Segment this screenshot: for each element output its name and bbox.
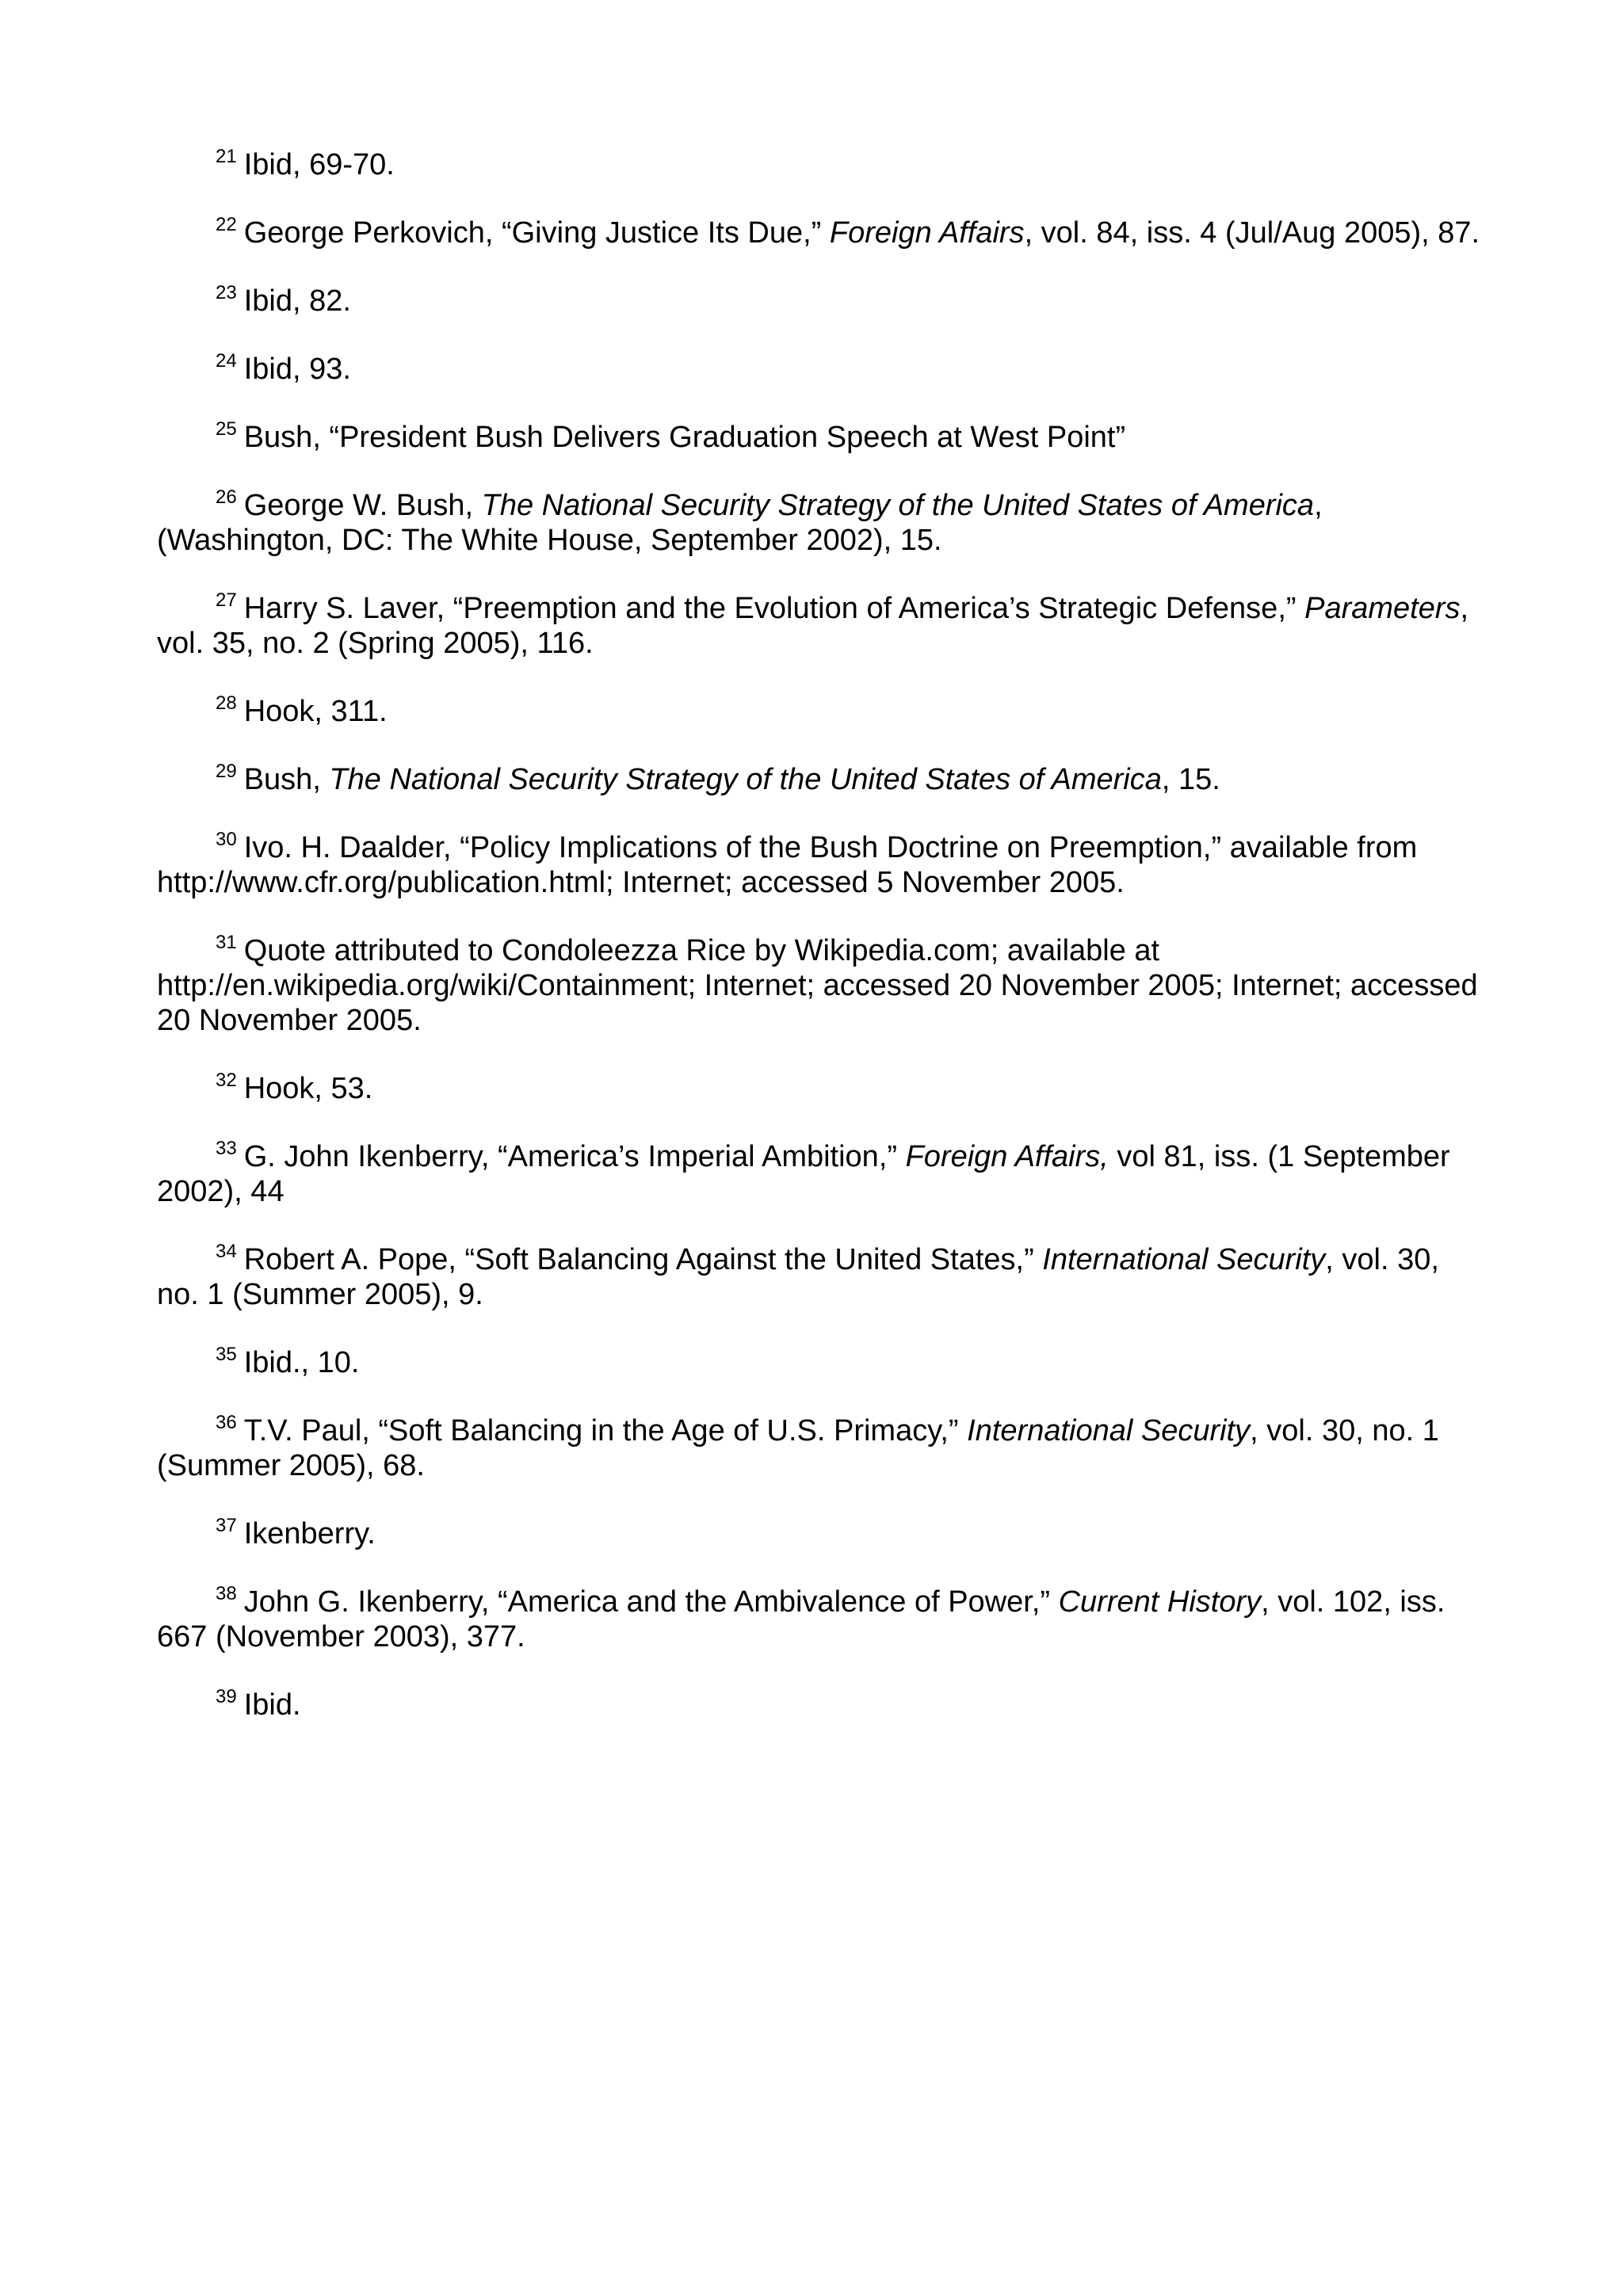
- footnote-text: T.V. Paul, “Soft Balancing in the Age of U.S. Primacy,”: [243, 1414, 968, 1447]
- footnote-number: 34: [216, 1241, 237, 1262]
- footnote-34: [157, 1242, 1482, 1312]
- footnote-number: 26: [216, 486, 237, 508]
- footnote-number: 36: [216, 1412, 237, 1433]
- footnote-text: Hook, 53.: [243, 1072, 373, 1105]
- footnote-26: [157, 488, 1482, 558]
- footnote-39: [157, 1688, 1482, 1722]
- footnote-text: Robert A. Pope, “Soft Balancing Against the United States,”: [243, 1243, 1043, 1276]
- footnote-title-italic: Foreign Affairs,: [905, 1140, 1109, 1173]
- footnote-number: 24: [216, 350, 237, 372]
- footnote-text: , vol. 35, no. 2 (Spring 2005), 116.: [157, 592, 1469, 660]
- footnote-text: , vol. 84, iss. 4 (Jul/Aug 2005), 87.: [1024, 216, 1480, 250]
- footnote-text: George W. Bush,: [243, 489, 482, 522]
- footnote-number: 38: [216, 1583, 237, 1604]
- footnote-number: 25: [216, 418, 237, 440]
- footnote-text: Harry S. Laver, “Preemption and the Evolution of America’s Strategic Defense,”: [243, 592, 1305, 625]
- footnote-text: , vol. 102, iss. 667 (November 2003), 377.: [157, 1585, 1445, 1653]
- footnote-29: [157, 762, 1482, 797]
- footnote-21: [157, 147, 1482, 182]
- footnote-22: [157, 215, 1482, 250]
- footnote-25: [157, 420, 1482, 455]
- footnote-number: 23: [216, 282, 237, 303]
- footnote-text: Ibid.: [243, 1688, 301, 1722]
- footnote-title-italic: International Security: [967, 1414, 1251, 1447]
- footnote-title-italic: Foreign Affairs: [829, 216, 1025, 250]
- footnote-text: Bush, “President Bush Delivers Graduation Speech at West Point”: [243, 421, 1126, 454]
- footnote-number: 32: [216, 1070, 237, 1091]
- footnote-title-italic: The National Security Strategy of the United States of America: [329, 763, 1162, 796]
- footnote-37: [157, 1516, 1482, 1551]
- footnote-30: [157, 830, 1482, 900]
- footnote-number: 39: [216, 1686, 237, 1707]
- footnote-title-italic: International Security: [1042, 1243, 1326, 1276]
- footnote-text: Ibid., 10.: [243, 1346, 360, 1379]
- footnote-list: [157, 147, 1482, 1756]
- footnote-number: 29: [216, 761, 237, 782]
- footnote-number: 28: [216, 692, 237, 714]
- footnote-text: , vol. 30, no. 1 (Summer 2005), 9.: [157, 1243, 1439, 1311]
- footnote-36: [157, 1413, 1482, 1483]
- footnote-31: [157, 933, 1482, 1038]
- footnote-35: [157, 1345, 1482, 1380]
- footnote-number: 31: [216, 932, 237, 953]
- footnote-text: Ikenberry.: [243, 1517, 376, 1550]
- footnote-number: 37: [216, 1515, 237, 1536]
- footnote-title-italic: The National Security Strategy of the United States of America: [481, 489, 1315, 522]
- footnote-number: 21: [216, 146, 237, 167]
- footnote-text: Ivo. H. Daalder, “Policy Implications of the Bush Doctrine on Preemption,” available from http://www.cfr.org/publication.html; Internet; accessed 5 November 2005.: [157, 831, 1418, 899]
- footnote-number: 33: [216, 1138, 237, 1159]
- footnote-text: Ibid, 82.: [243, 284, 351, 318]
- footnote-number: 35: [216, 1344, 237, 1365]
- footnote-text: vol 81, iss. (1 September 2002), 44: [157, 1140, 1450, 1208]
- footnote-text: Bush,: [243, 763, 330, 796]
- footnote-number: 22: [216, 214, 237, 235]
- footnote-32: [157, 1071, 1482, 1106]
- footnote-title-italic: Parameters: [1304, 592, 1461, 625]
- footnote-title-italic: Current History: [1058, 1585, 1262, 1619]
- footnote-text: Ibid, 69-70.: [243, 148, 395, 181]
- footnote-28: [157, 694, 1482, 729]
- footnote-33: [157, 1139, 1482, 1209]
- footnote-23: [157, 284, 1482, 318]
- footnote-text: Ibid, 93.: [243, 353, 351, 386]
- footnote-text: , 15.: [1161, 763, 1220, 796]
- footnote-number: 30: [216, 829, 237, 850]
- footnote-text: G. John Ikenberry, “America’s Imperial Ambition,”: [243, 1140, 906, 1173]
- footnote-text: George Perkovich, “Giving Justice Its Due,”: [243, 216, 830, 250]
- footnote-text: Hook, 311.: [243, 695, 388, 728]
- footnote-27: [157, 591, 1482, 661]
- footnote-text: Quote attributed to Condoleezza Rice by Wikipedia.com; available at http://en.wikipedia.org/wiki/Containment; Internet; accessed 20 November 2005; Internet; accessed 20 November 2005.: [157, 934, 1478, 1037]
- footnote-24: [157, 352, 1482, 387]
- footnote-text: , vol. 30, no. 1 (Summer 2005), 68.: [157, 1414, 1439, 1482]
- footnote-text: , (Washington, DC: The White House, September 2002), 15.: [157, 489, 1323, 557]
- footnote-38: [157, 1585, 1482, 1654]
- footnote-number: 27: [216, 589, 237, 611]
- footnote-text: John G. Ikenberry, “America and the Ambivalence of Power,”: [243, 1585, 1059, 1619]
